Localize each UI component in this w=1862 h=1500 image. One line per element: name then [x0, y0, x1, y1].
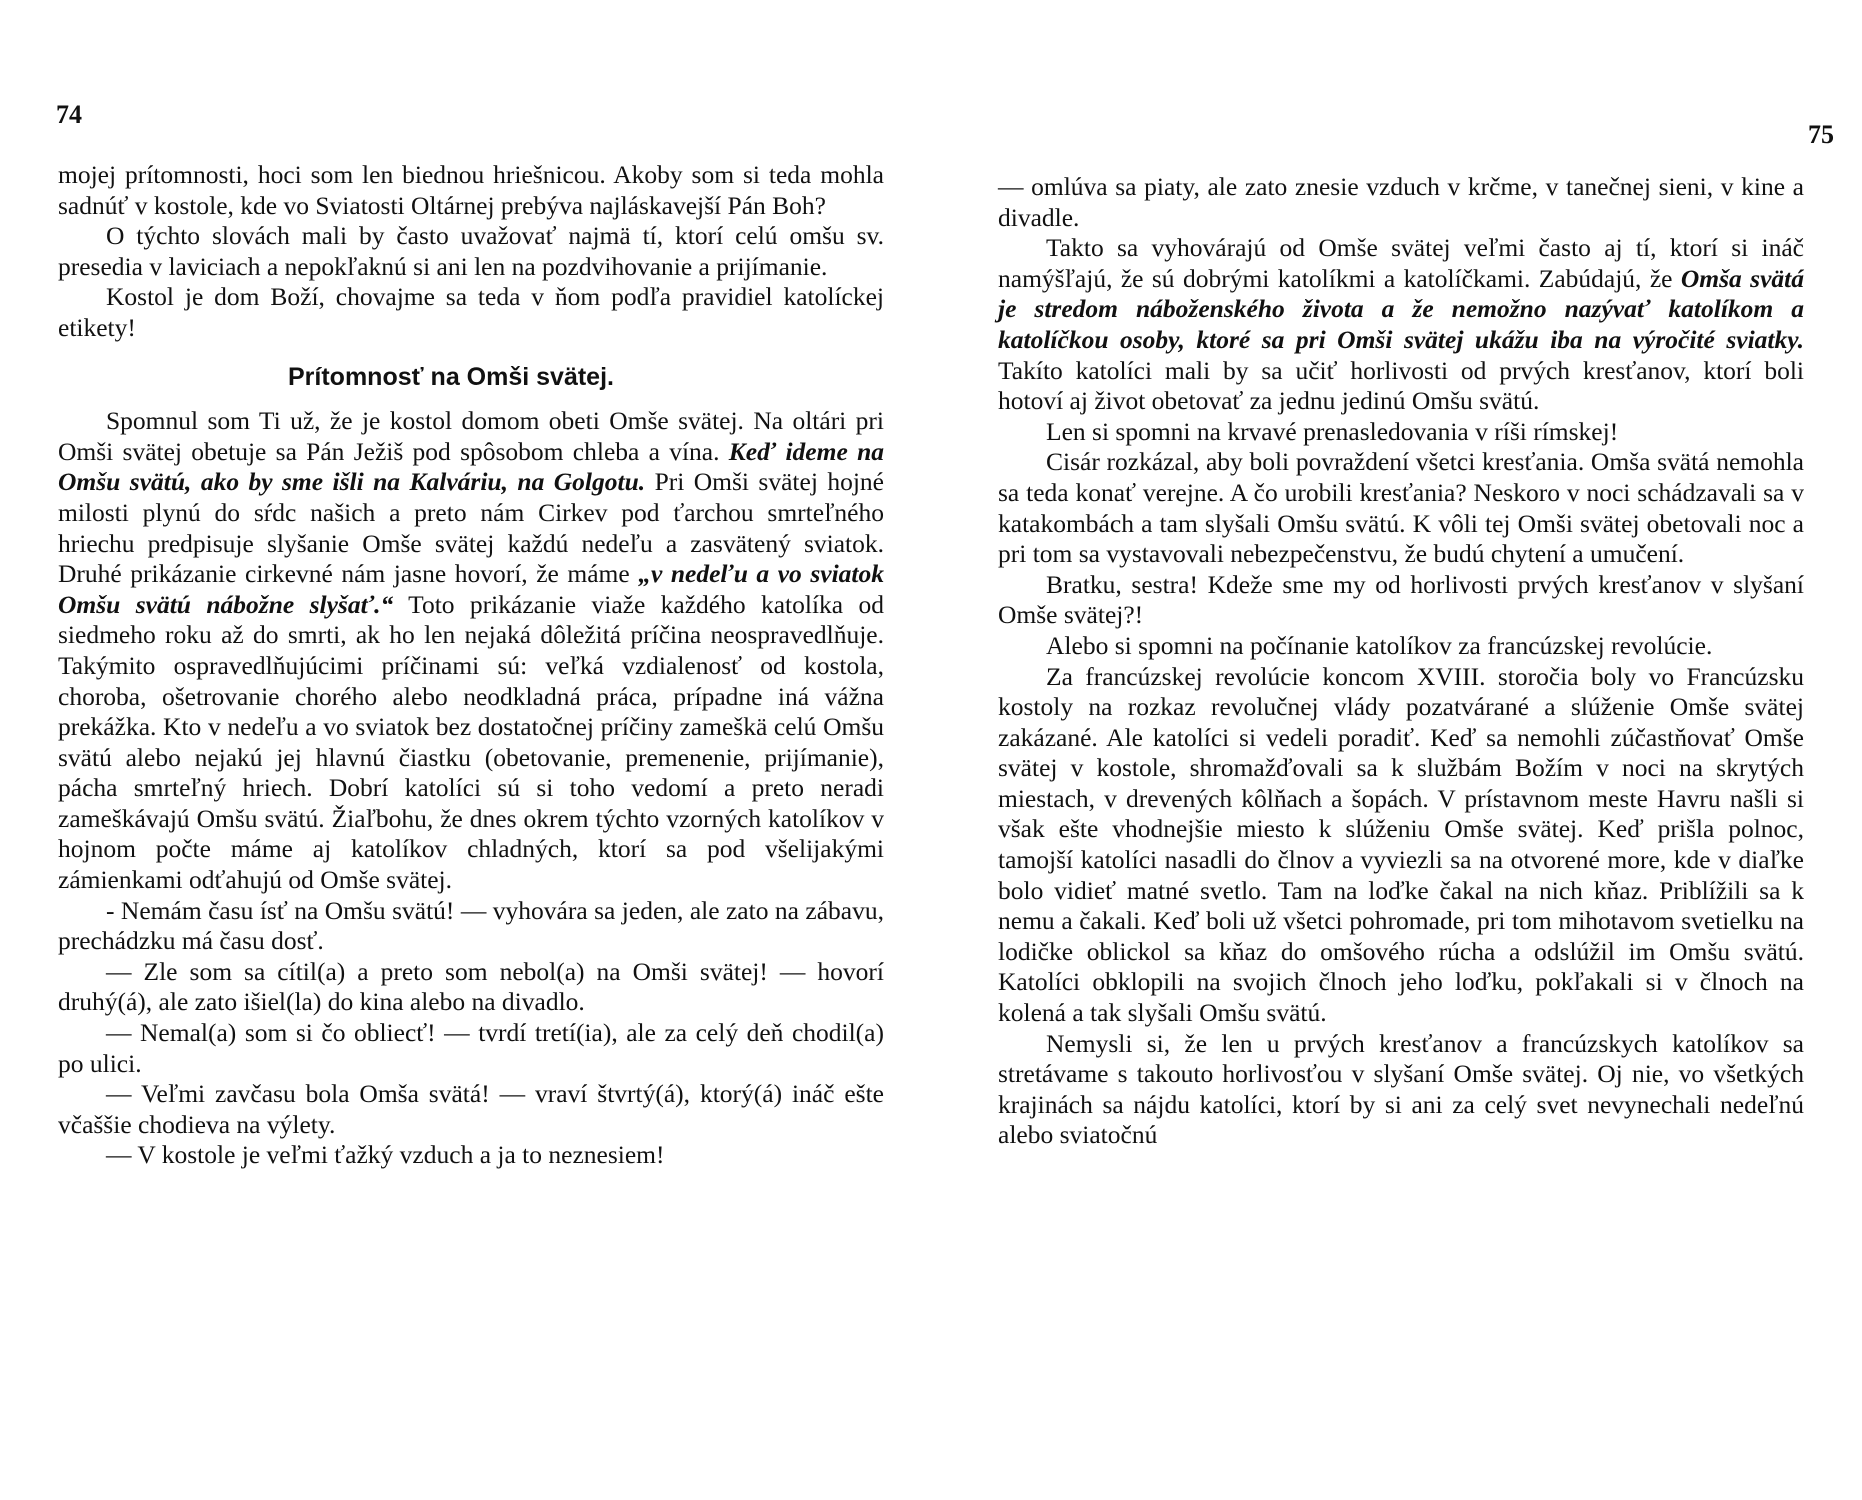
text-span: Toto prikázanie viaže každého katolíka od siedmeho roku až do smrti, ak ho len nejaká dôležitá príčina neospravedlňuje. Takýmito ospravedlňujúcimi príčinami sú: veľká vzdialenosť od kostola, choroba, ošetrovanie chorého alebo neodkladná práca, prípadne iná vážna prekážka. Kto v nedeľu a vo sviatok bez dostatočnej príčiny zameškä celú Omšu svätú alebo nejakú jej hlavnú čiastku (obetovanie, premenenie, prijímanie), pácha smrteľný hriech. Dobrí katolíci sú si toho vedomí a preto neradi zameškávajú Omšu svätú. Žiaľbohu, že dnes okrem týchto vzorných katolíkov v hojnom počte máme aj katolíkov chladných, ktorí sa pod všelijakými zámienkami odťahujú od Omše svätej. — [58, 589, 884, 895]
paragraph: Za francúzskej revolúcie koncom XVIII. storočia boly vo Francúzsku kostoly na rozkaz revolučnej vlády pozatvárané a slúženie Omše svätej zakázané. Ale katolíci si vedeli poradiť. Keď sa nemohli zúčastňovať Omše svätej v kostole, shromažďovali sa k službám Božím v noci na skrytých miestach, v drevených kôlňach a šopách. V prístavnom meste Havru našli si však ešte vhodnejšie miesto k slúženiu Omše svätej. Keď prišla polnoc, tamojší katolíci nasadli do člnov a vyviezli sa na otvorené more, kde v diaľke bolo vidieť matné svetlo. Tam na loďke čakal na nich kňaz. Priblížili sa k nemu a čakali. Keď boli už všetci pohromade, pri tom mihotavom svetielku na lodičke oblickol sa kňaz do omšového rúcha a odslúžil im Omšu svätú. Katolíci obklopili na svojich člnoch jeho loďku, pokľakali si v člnoch na kolená a tak slyšali Omšu svätú. — [998, 661, 1804, 1028]
right-page — [931, 0, 1862, 1500]
paragraph: O týchto slovách mali by často uvažovať najmä tí, ktorí celú omšu sv. presedia v laviciach a nepokľaknú si ani len na pozdvihovanie a prijímanie. — [58, 221, 884, 281]
page-number-right: 75 — [1808, 120, 1834, 149]
text-span: Takto sa vyhovárajú od Omše svätej veľmi často aj tí, ktorí si ináč namýšľajú, že sú dobrými katolíkmi a katolíčkami. Zabúdajú, že — [998, 233, 1804, 293]
text-span: Takíto katolíci mali by sa učiť horlivosti od prvých kresťanov, ktorí boli hotoví aj život obetovať za jednu jedinú Omšu svätú. — [998, 355, 1804, 416]
emphasis-quote: „v nedeľu a vo sviatok Omšu svätú nábožne slyšať.“ — [58, 559, 884, 619]
text-span: Spomnul som Ti už, že je kostol domom obeti Omše svätej. Na oltári pri Omši svätej obetuje sa Pán Ježiš pod spôsobom chleba a vína. — [58, 406, 884, 466]
paragraph — [58, 406, 884, 896]
dialogue-line: — Veľmi zavčasu bola Omša svätá! — vraví štvrtý(á), ktorý(á) ináč ešte včaššie chodieva na výlety. — [58, 1079, 884, 1139]
paragraph: Nemysli si, že len u prvých kresťanov a francúzskych katolíkov sa stretávame s takouto horlivosťou v slyšaní Omše svätej. Oj nie, vo všetkých krajinách sa nájdu katolíci, ktorí by si ani za celý svet nevynechali nedeľnú alebo sviatočnú — [998, 1028, 1804, 1150]
page-number-left: 74 — [56, 100, 82, 129]
dialogue-line: — Zle som sa cítil(a) a preto som nebol(a) na Omši svätej! — hovorí druhý(á), ale zato išiel(la) do kina alebo na divadlo. — [58, 956, 884, 1017]
paragraph: Alebo si spomni na počínanie katolíkov za francúzskej revolúcie. — [1046, 630, 1713, 660]
paragraph: Kostol je dom Boží, chovajme sa teda v ňom podľa pravidiel katolíckej etikety! — [58, 282, 884, 342]
dialogue-line: — Nemal(a) som si čo obliecť! — tvrdí tretí(ia), ale za celý deň chodil(a) po ulici. — [58, 1018, 884, 1078]
dialogue-line: - Nemám času ísť na Omšu svätú! — vyhovára sa jeden, ale zato na zábavu, prechádzku má času dosť. — [58, 895, 884, 956]
text-span: Pri Omši svätej hojné milosti plynú do sŕdc našich a preto nám Cirkev pod ťarchou smrteľného hriechu predpisuje slyšanie Omše svätej každú nedeľu a zasvätený sviatok. Druhé prikázanie cirkevné nám jasne hovorí, že máme — [58, 467, 884, 589]
paragraph: Cisár rozkázal, aby boli povraždení všetci kresťania. Omša svätá nemohla sa teda konať verejne. A čo urobili kresťania? Neskoro v noci schádzavali sa v katakombách a tam slyšali Omšu svätú. K vôli tej Omši svätej obetovali noc a pri tom sa vystavovali nebezpečenstvu, že budú chytení a umučení. — [998, 447, 1804, 569]
emphasis-text: Keď ideme na Omšu svätú, ako by sme išli na Kalváriu, na Golgotu. — [58, 436, 884, 497]
dialogue-line: — V kostole je veľmi ťažký vzduch a ja to neznesiem! — [106, 1140, 665, 1170]
section-heading: Prítomnosť na Omši svätej. — [288, 362, 614, 391]
right-text-column — [998, 172, 1804, 1151]
emphasis-text: Omša svätá je stredom náboženského života a že nemožno nazývať katolíkom a katolíčkou osoby, ktoré sa pri Omši svätej ukážu iba na výročité sviatky. — [998, 263, 1805, 354]
paragraph: — omlúva sa piaty, ale zato znesie vzduch v krčme, v tanečnej sieni, v kine a divadle. — [998, 172, 1804, 232]
paragraph — [998, 233, 1804, 417]
paragraph: Bratku, sestra! Kdeže sme my od horlivosti prvých kresťanov v slyšaní Omše svätej?! — [998, 569, 1804, 630]
paragraph: Len si spomni na krvavé prenasledovania v ríši rímskej! — [1046, 416, 1619, 446]
paragraph: mojej prítomnosti, hoci som len biednou hriešnicou. Akoby som si teda mohla sadnúť v kostole, kde vo Sviatosti Oltárnej prebýva najláskavejší Pán Boh? — [58, 160, 884, 220]
left-text-column — [58, 160, 884, 1171]
